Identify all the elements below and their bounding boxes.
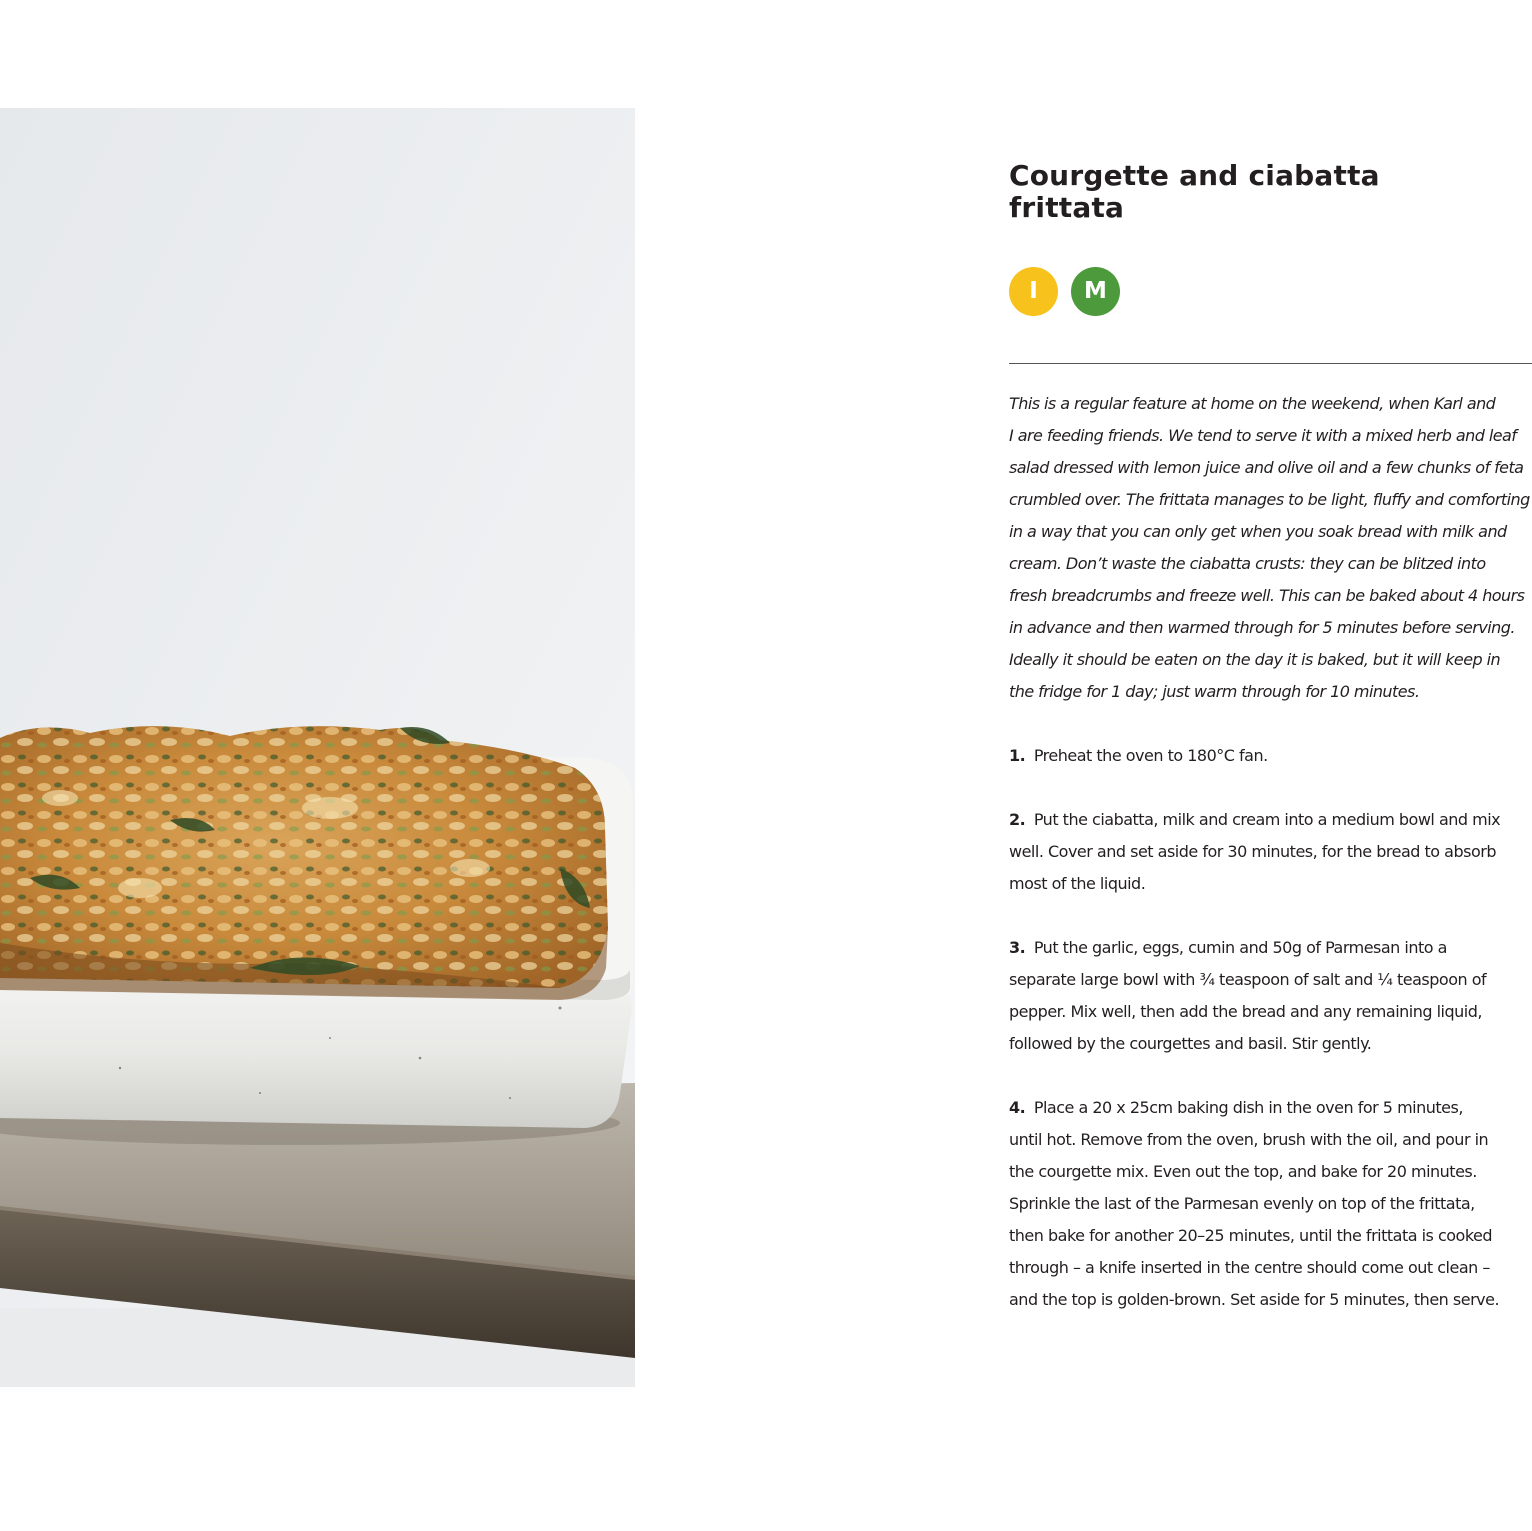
step-text: Put the ciabatta, milk and cream into a medium bowl and mix <box>1033 810 1501 829</box>
method-step-1 <box>1009 740 1532 772</box>
step-text: Preheat the oven to 180°C fan. <box>1033 746 1268 765</box>
step-line <box>1009 804 1532 836</box>
method-step-4 <box>1009 1092 1532 1316</box>
step-line <box>1009 1092 1532 1124</box>
recipe-column <box>1009 159 1532 1309</box>
step-line: separate large bowl with ¾ teaspoon of salt and ¼ teaspoon of <box>1009 970 1487 989</box>
intro-line: cream. Don’t waste the ciabatta crusts: they can be blitzed into <box>1009 554 1486 573</box>
intro-line: in a way that you can only get when you soak bread with milk and <box>1009 522 1507 541</box>
step-line: followed by the courgettes and basil. Stir gently. <box>1009 1034 1372 1053</box>
step-line: and the top is golden-brown. Set aside for 5 minutes, then serve. <box>1009 1290 1500 1309</box>
intro-line: crumbled over. The frittata manages to be light, fluffy and comforting <box>1009 490 1530 509</box>
intro-line: I are feeding friends. We tend to serve it with a mixed herb and leaf <box>1009 426 1517 445</box>
intro-line: This is a regular feature at home on the weekend, when Karl and <box>1009 394 1496 413</box>
method-step-3 <box>1009 932 1532 1060</box>
intro-line: the fridge for 1 day; just warm through for 10 minutes. <box>1009 682 1420 701</box>
step-text: Place a 20 x 25cm baking dish in the oven for 5 minutes, <box>1033 1098 1463 1117</box>
step-line: pepper. Mix well, then add the bread and any remaining liquid, <box>1009 1002 1482 1021</box>
step-number: 2. <box>1009 810 1026 829</box>
step-line: most of the liquid. <box>1009 874 1146 893</box>
step-line: Sprinkle the last of the Parmesan evenly on top of the frittata, <box>1009 1194 1475 1213</box>
frittata-photo <box>0 108 635 1387</box>
badge-m-icon: M <box>1071 267 1120 316</box>
frittata-photo-illustration <box>0 108 635 1387</box>
divider <box>1009 363 1532 364</box>
step-line: until hot. Remove from the oven, brush with the oil, and pour in <box>1009 1130 1489 1149</box>
step-line <box>1009 740 1532 772</box>
step-line: well. Cover and set aside for 30 minutes, for the bread to absorb <box>1009 842 1496 861</box>
method-step-2 <box>1009 804 1532 900</box>
recipe-title <box>1009 160 1532 224</box>
step-number: 3. <box>1009 938 1026 957</box>
step-line: then bake for another 20–25 minutes, until the frittata is cooked <box>1009 1226 1493 1245</box>
step-number: 4. <box>1009 1098 1026 1117</box>
diet-badges <box>1009 267 1120 316</box>
recipe-intro <box>1009 388 1532 708</box>
step-text: Put the garlic, eggs, cumin and 50g of Parmesan into a <box>1033 938 1447 957</box>
intro-line: fresh breadcrumbs and freeze well. This can be baked about 4 hours <box>1009 586 1525 605</box>
recipe-title-line: frittata <box>1009 191 1125 224</box>
recipe-title-line: Courgette and ciabatta <box>1009 159 1380 192</box>
intro-line: salad dressed with lemon juice and olive oil and a few chunks of feta <box>1009 458 1524 477</box>
step-number: 1. <box>1009 746 1026 765</box>
step-line <box>1009 932 1532 964</box>
intro-line: Ideally it should be eaten on the day it is baked, but it will keep in <box>1009 650 1501 669</box>
step-line: the courgette mix. Even out the top, and bake for 20 minutes. <box>1009 1162 1477 1181</box>
step-line: through – a knife inserted in the centre should come out clean – <box>1009 1258 1490 1277</box>
badge-i-icon: I <box>1009 267 1058 316</box>
intro-line: in advance and then warmed through for 5 minutes before serving. <box>1009 618 1515 637</box>
